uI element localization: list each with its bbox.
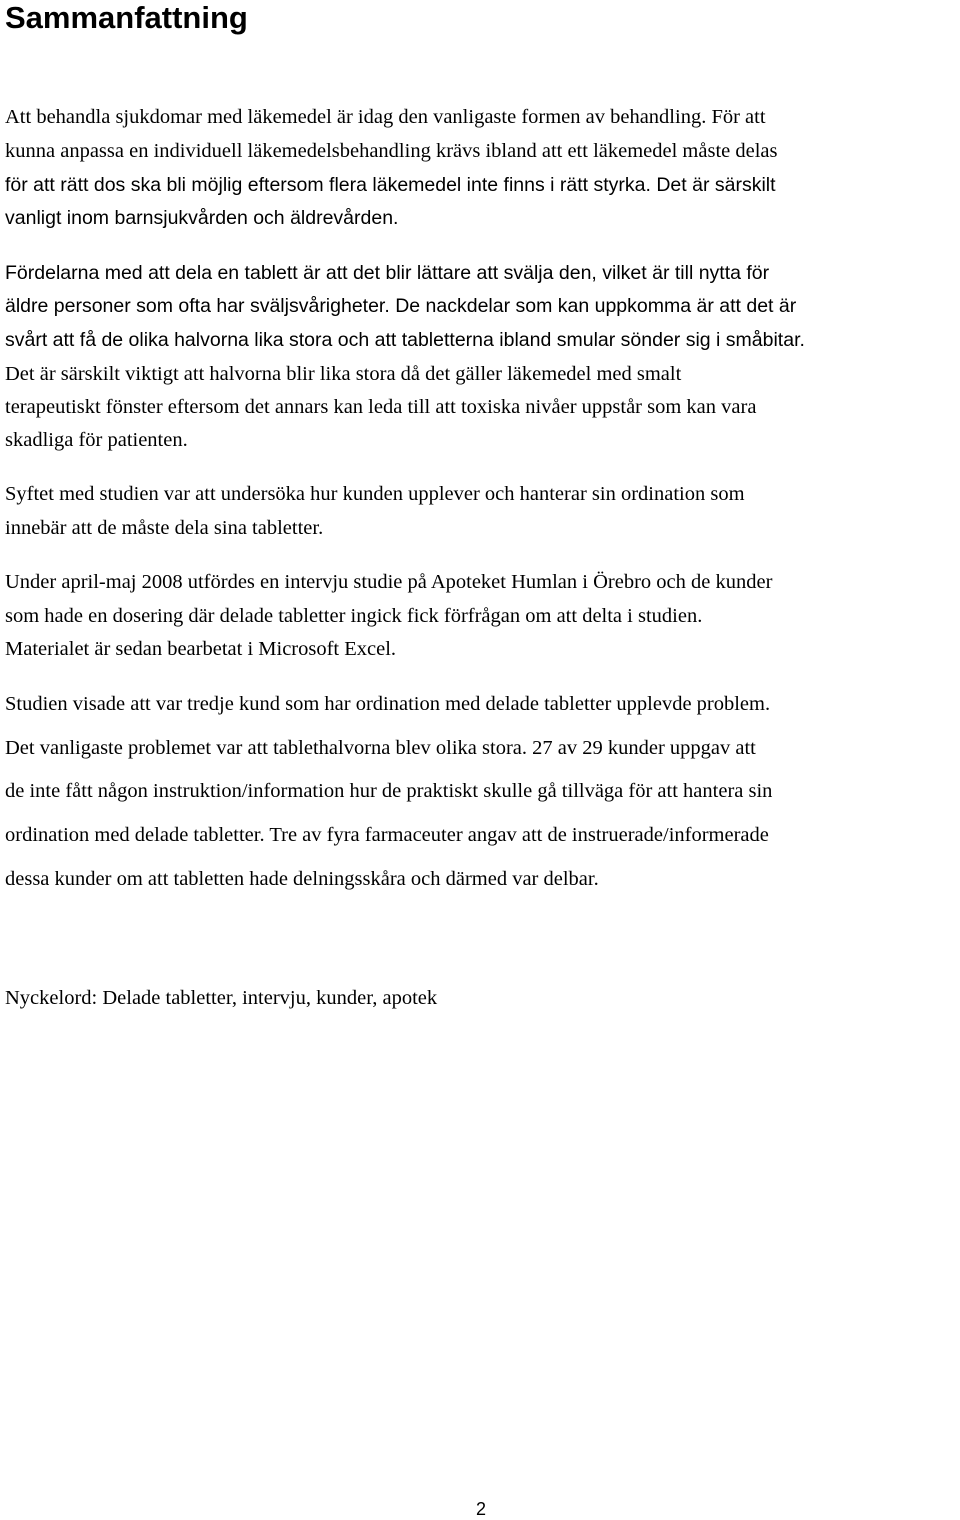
- text-line: Under april-maj 2008 utfördes en intervju studie på Apoteket Humlan i Örebro och de kunder: [5, 571, 773, 593]
- text-line: skadliga för patienten.: [5, 429, 188, 451]
- text-line: kunna anpassa en individuell läkemedelsbehandling krävs ibland att ett läkemedel måste delas: [5, 140, 778, 162]
- text-line: Syftet med studien var att undersöka hur kunden upplever och hanterar sin ordination som: [5, 483, 745, 505]
- text-line: terapeutiskt fönster eftersom det annars kan leda till att toxiska nivåer uppstår som kan vara: [5, 396, 757, 418]
- text-line: Fördelarna med att dela en tablett är att det blir lättare att svälja den, vilket är till nytta för: [5, 262, 770, 284]
- text-line: svårt att få de olika halvorna lika stora och att tabletterna ibland smular sönder sig i småbitar.: [5, 329, 805, 351]
- page-title: Sammanfattning: [5, 0, 248, 35]
- text-line: Det är särskilt viktigt att halvorna blir lika stora då det gäller läkemedel med smalt: [5, 363, 682, 385]
- text-line: dessa kunder om att tabletten hade delningsskåra och därmed var delbar.: [5, 868, 599, 890]
- text-line: äldre personer som ofta har sväljsvårigheter. De nackdelar som kan uppkomma är att det är: [5, 295, 797, 317]
- text-line: Det vanligaste problemet var att tablethalvorna blev olika stora. 27 av 29 kunder uppgav att: [5, 737, 756, 759]
- text-line: de inte fått någon instruktion/information hur de praktiskt skulle gå tillväga för att hantera sin: [5, 780, 773, 802]
- keywords-line: Nyckelord: Delade tabletter, intervju, kunder, apotek: [5, 987, 438, 1009]
- page-number: 2: [476, 1499, 487, 1519]
- text-line: Studien visade att var tredje kund som har ordination med delade tabletter upplevde problem.: [5, 693, 771, 715]
- text-line: ordination med delade tabletter. Tre av fyra farmaceuter angav att de instruerade/informerade: [5, 824, 769, 846]
- text-line: Materialet är sedan bearbetat i Microsoft Excel.: [5, 638, 397, 660]
- text-line: som hade en dosering där delade tabletter ingick fick förfrågan om att delta i studien.: [5, 605, 703, 627]
- text-line: innebär att de måste dela sina tabletter.: [5, 517, 324, 539]
- text-line: vanligt inom barnsjukvården och äldrevården.: [5, 207, 399, 229]
- text-line: Att behandla sjukdomar med läkemedel är idag den vanligaste formen av behandling. För att: [5, 106, 766, 128]
- text-line: för att rätt dos ska bli möjlig eftersom flera läkemedel inte finns i rätt styrka. Det är särskilt: [5, 174, 776, 196]
